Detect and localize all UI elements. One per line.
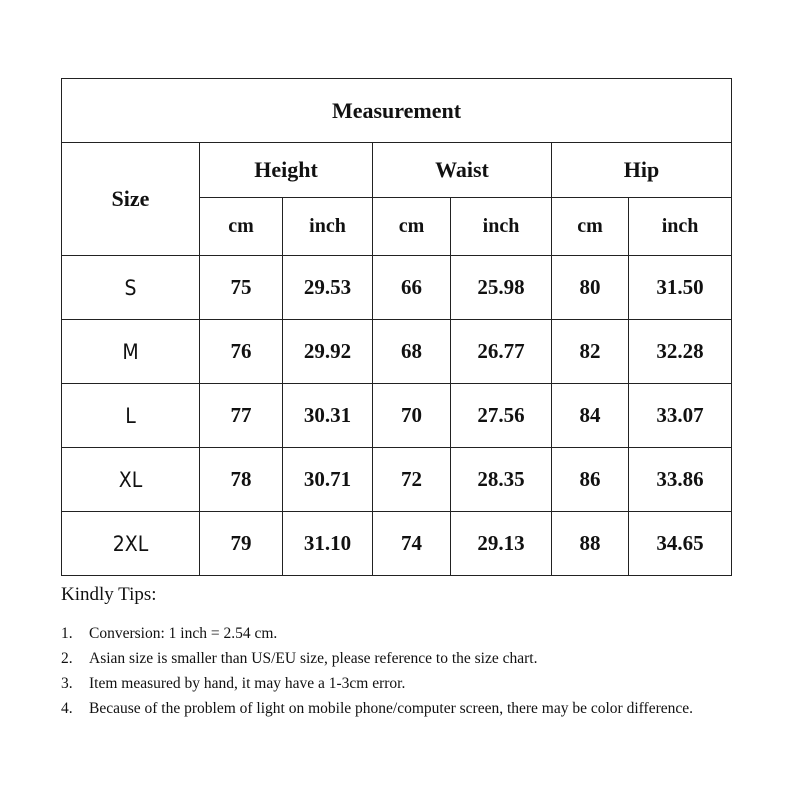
measurement-cell: 86 [552,448,629,512]
unit-header: inch [283,198,373,256]
measurement-cell: 27.56 [451,384,552,448]
measurement-cell: 77 [200,384,283,448]
tip-item [61,671,733,696]
tip-item [61,696,733,721]
table-row [62,320,732,384]
size-cell: L [62,384,200,448]
measurement-cell: 68 [373,320,451,384]
table-row [62,512,732,576]
unit-header: cm [373,198,451,256]
group-header-waist: Waist [373,143,552,198]
tip-text: Item measured by hand, it may have a 1-3cm error. [89,675,406,692]
tip-text: Conversion: 1 inch = 2.54 cm. [89,625,278,642]
table-row [62,448,732,512]
group-header-hip: Hip [552,143,732,198]
measurement-cell: 33.86 [629,448,732,512]
measurement-cell: 80 [552,256,629,320]
tip-number: 3. [61,675,73,692]
size-cell: S [62,256,200,320]
measurement-cell: 32.28 [629,320,732,384]
measurement-cell: 74 [373,512,451,576]
tip-number: 4. [61,700,73,717]
measurement-cell: 29.92 [283,320,373,384]
tip-text: Asian size is smaller than US/EU size, please reference to the size chart. [89,650,538,667]
unit-header: cm [200,198,283,256]
tip-text: Because of the problem of light on mobile phone/computer screen, there may be color difference. [89,700,693,717]
measurement-cell: 28.35 [451,448,552,512]
table-row [62,256,732,320]
table-row [62,384,732,448]
size-cell: XL [62,448,200,512]
tip-item [61,621,733,646]
size-cell: M [62,320,200,384]
tip-number: 2. [61,650,73,667]
measurement-cell: 78 [200,448,283,512]
unit-header: cm [552,198,629,256]
measurement-cell: 79 [200,512,283,576]
size-column-header: Size [62,143,200,256]
measurement-cell: 29.53 [283,256,373,320]
measurement-cell: 26.77 [451,320,552,384]
measurement-cell: 34.65 [629,512,732,576]
measurement-cell: 31.10 [283,512,373,576]
measurement-cell: 29.13 [451,512,552,576]
measurement-cell: 70 [373,384,451,448]
measurement-cell: 84 [552,384,629,448]
table-body [62,256,732,576]
size-chart-table [61,78,732,576]
measurement-cell: 30.71 [283,448,373,512]
tips-list [61,621,733,721]
tips-title: Kindly Tips: [61,584,157,605]
unit-header: inch [451,198,552,256]
measurement-cell: 25.98 [451,256,552,320]
group-header-height: Height [200,143,373,198]
measurement-cell: 75 [200,256,283,320]
measurement-cell: 88 [552,512,629,576]
size-cell: 2XL [62,512,200,576]
measurement-cell: 66 [373,256,451,320]
tip-item [61,646,733,671]
table-title: Measurement [62,79,732,143]
measurement-cell: 82 [552,320,629,384]
measurement-cell: 33.07 [629,384,732,448]
measurement-cell: 31.50 [629,256,732,320]
tip-number: 1. [61,625,73,642]
measurement-cell: 76 [200,320,283,384]
measurement-cell: 72 [373,448,451,512]
measurement-cell: 30.31 [283,384,373,448]
unit-header: inch [629,198,732,256]
